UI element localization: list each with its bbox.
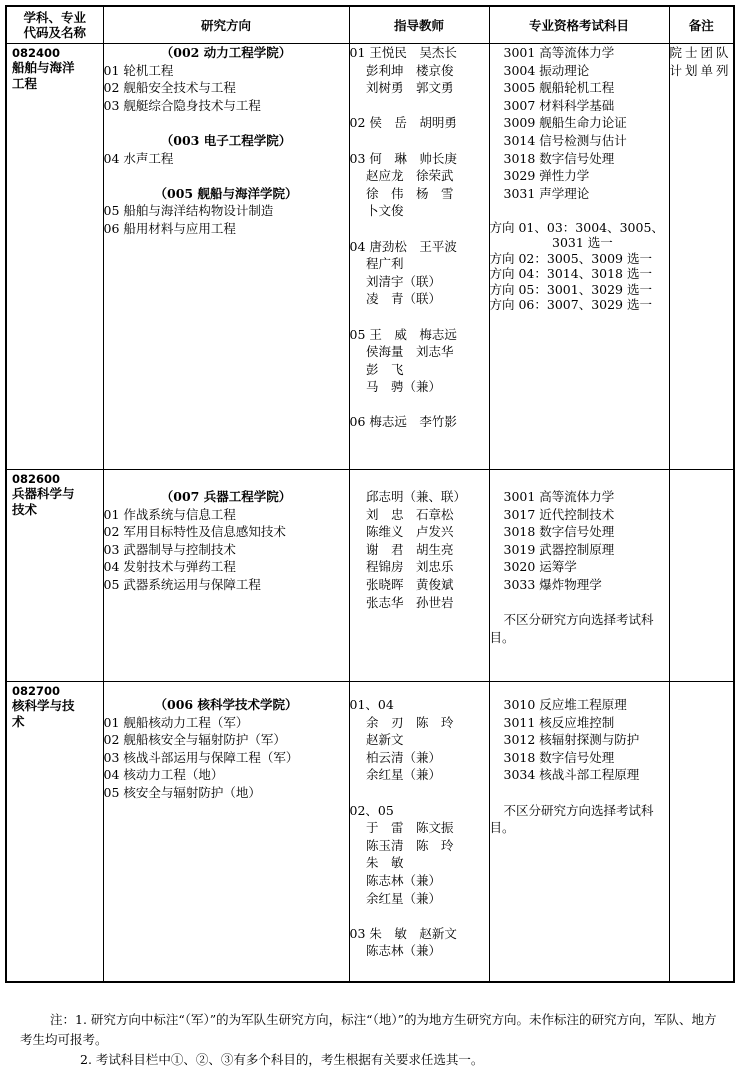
direction-item: 02 军用目标特性及信息感知技术 — [103, 524, 286, 540]
remark-cell — [669, 682, 734, 983]
teacher-line: 凌 青（联） — [349, 291, 441, 307]
subject-list — [490, 44, 669, 202]
teacher-line: 06 梅志远 李竹影 — [349, 414, 457, 430]
teacher-line: 张晓晖 黄俊斌 — [349, 576, 454, 592]
table-row — [6, 470, 734, 682]
spacer — [104, 114, 349, 132]
subject-notes — [490, 220, 669, 313]
spacer — [350, 132, 489, 150]
spacer — [350, 907, 489, 925]
exam-subject: 3031 声学理论 — [503, 185, 590, 201]
exam-subject: 3001 高等流体力学 — [503, 489, 615, 504]
exam-subjects-cell — [489, 470, 669, 682]
spacer — [350, 784, 489, 802]
footnotes — [20, 1010, 720, 1070]
institute-heading: （002 动力工程学院） — [160, 45, 292, 60]
direction-item: 03 武器制导与控制技术 — [103, 541, 236, 557]
teacher-line: 程锦房 刘忠乐 — [349, 559, 454, 575]
table-row — [6, 682, 734, 983]
exam-subject: 3010 反应堆工程原理 — [503, 697, 627, 712]
exam-subject: 3001 高等流体力学 — [503, 45, 615, 60]
remark-cell — [669, 470, 734, 682]
teacher-line: 彭利坤 楼京俊 — [349, 62, 454, 78]
subject-cell — [6, 44, 103, 470]
exam-subject: 3033 爆炸物理学 — [503, 576, 602, 592]
teacher-line: 01、04 — [349, 697, 394, 712]
teacher-line: 余红星（兼） — [349, 890, 441, 906]
direction-cell — [103, 44, 349, 470]
direction-item: 01 舰船核动力工程（军） — [103, 714, 249, 730]
exam-subject: 3017 近代控制技术 — [503, 506, 615, 522]
teacher-line: 刘树勇 郭文勇 — [349, 80, 454, 96]
teacher-line: 余红星（兼） — [349, 767, 441, 783]
exam-subject: 3029 弹性力学 — [503, 168, 590, 184]
exam-subject-rule: 3031 选一 — [489, 235, 613, 251]
institute-heading: （006 核科学技术学院） — [154, 697, 298, 712]
teacher-line: 卜文俊 — [349, 203, 404, 219]
subject-note-paragraph: 不区分研究方向选择考试科目。 — [489, 612, 654, 645]
direction-item: 04 核动力工程（地） — [103, 767, 224, 783]
header-exam-subjects: 专业资格考试科目 — [489, 6, 669, 44]
spacer — [350, 308, 489, 326]
teacher-line: 陈志林（兼） — [349, 943, 441, 959]
direction-item: 04 发射技术与弹药工程 — [103, 559, 236, 575]
institute-heading: （005 舰船与海洋学院） — [154, 185, 298, 201]
teacher-line: 彭 飞 — [349, 361, 404, 377]
exam-subject: 3011 核反应堆控制 — [503, 714, 615, 730]
teacher-line: 陈玉清 陈 玲 — [349, 837, 454, 853]
exam-subject-rule: 方向 06：3007、3029 选一 — [489, 297, 652, 313]
teacher-line: 赵应龙 徐荣武 — [349, 168, 454, 184]
direction-item: 05 船舶与海洋结构物设计制造 — [103, 203, 274, 219]
spacer — [350, 97, 489, 115]
direction-item: 04 水声工程 — [103, 150, 174, 166]
teachers-cell — [349, 44, 489, 470]
teacher-line: 01 王悦民 吴杰长 — [349, 45, 457, 60]
teacher-line: 张志华 孙世岩 — [349, 594, 454, 610]
subject-name-line: 兵器科学与 — [12, 486, 75, 501]
header-remarks: 备注 — [669, 6, 734, 44]
subject-code: 082700 — [12, 684, 61, 698]
direction-cell — [103, 682, 349, 983]
teachers-cell — [349, 682, 489, 983]
exam-subject: 3004 振动理论 — [503, 62, 590, 78]
teacher-line: 邱志明（兼、联） — [349, 489, 466, 504]
remark-cell: 院士团队计划单列 — [669, 44, 734, 470]
direction-item: 05 武器系统运用与保障工程 — [103, 576, 261, 592]
spacer — [350, 220, 489, 238]
direction-item: 02 舰船安全技术与工程 — [103, 80, 236, 96]
header-direction: 研究方向 — [103, 6, 349, 44]
subject-list — [490, 696, 669, 784]
exam-subject: 3018 数字信号处理 — [503, 150, 615, 166]
teacher-line: 侯海量 刘志华 — [349, 344, 454, 360]
subject-code: 082600 — [12, 472, 61, 486]
institute-heading: （007 兵器工程学院） — [160, 489, 292, 504]
exam-subject-rule: 方向 05：3001、3029 选一 — [489, 281, 652, 297]
teacher-line: 刘清宇（联） — [349, 273, 441, 289]
subject-name-line: 核科学与技 — [12, 698, 75, 713]
teacher-line: 徐 伟 杨 雪 — [349, 185, 454, 201]
exam-subject: 3034 核战斗部工程原理 — [503, 767, 640, 783]
exam-subjects-cell — [489, 44, 669, 470]
exam-subject: 3007 材料科学基础 — [503, 97, 615, 113]
exam-subjects-cell — [489, 682, 669, 983]
footnote-2: 2. 考试科目栏中①、②、③有多个科目的，考生根据有关要求任选其一。 — [80, 1052, 484, 1067]
catalog-table — [5, 5, 735, 983]
exam-subject: 3014 信号检测与估计 — [503, 132, 627, 148]
subject-name-line: 术 — [12, 714, 25, 729]
teacher-line: 谢 君 胡生亮 — [349, 541, 454, 557]
exam-subject: 3019 武器控制原理 — [503, 541, 615, 557]
exam-subject: 3018 数字信号处理 — [503, 749, 615, 765]
subject-name-line: 技术 — [12, 502, 38, 517]
teacher-line: 程广利 — [349, 256, 404, 272]
teacher-line: 03 何 琳 帅长庚 — [349, 150, 457, 166]
subject-code: 082400 — [12, 46, 61, 60]
teacher-line: 陈维义 卢发兴 — [349, 524, 454, 540]
teacher-line: 赵新文 — [349, 732, 404, 748]
exam-subject: 3020 运筹学 — [503, 559, 577, 575]
subject-name-line: 工程 — [12, 76, 38, 91]
subject-cell — [6, 682, 103, 983]
header-row — [6, 6, 734, 44]
teachers-cell — [349, 470, 489, 682]
footnote-1: 注：1. 研究方向中标注“（军）”的为军队生研究方向，标注“（地）”的为地方生研究方向。未作标注的研究方向，军队、地方考生均可报考。 — [20, 1012, 717, 1047]
teacher-line: 朱 敏 — [349, 855, 404, 871]
subject-name-line: 船舶与海洋 — [12, 60, 75, 75]
teacher-line: 马 骋（兼） — [349, 379, 441, 395]
exam-subject: 3005 舰船轮机工程 — [503, 80, 615, 96]
direction-item: 03 核战斗部运用与保障工程（军） — [103, 749, 299, 765]
header-subject: 学科、专业 代码及名称 — [6, 6, 103, 44]
exam-subject-rule: 方向 01、03：3004、3005、 — [489, 219, 664, 235]
exam-subject-rule: 方向 04：3014、3018 选一 — [489, 266, 652, 282]
teacher-line: 02 侯 岳 胡明勇 — [349, 115, 457, 131]
direction-cell — [103, 470, 349, 682]
exam-subject: 3009 舰船生命力论证 — [503, 115, 627, 131]
institute-heading: （003 电子工程学院） — [160, 132, 292, 148]
direction-item: 06 船用材料与应用工程 — [103, 220, 236, 236]
direction-item: 01 轮机工程 — [103, 62, 174, 78]
exam-subject-rule: 方向 02：3005、3009 选一 — [489, 250, 652, 266]
direction-item: 02 舰船核安全与辐射防护（军） — [103, 732, 286, 748]
subject-list — [490, 488, 669, 594]
teacher-line: 于 雷 陈文振 — [349, 820, 454, 836]
teacher-line: 余 刃 陈 玲 — [349, 714, 454, 730]
exam-subject: 3018 数字信号处理 — [503, 524, 615, 540]
teacher-line: 陈志林（兼） — [349, 872, 441, 888]
direction-item: 05 核安全与辐射防护（地） — [103, 784, 261, 800]
exam-subject: 3012 核辐射探测与防护 — [503, 732, 640, 748]
teacher-line: 05 王 威 梅志远 — [349, 326, 457, 342]
subject-note-paragraph: 不区分研究方向选择考试科目。 — [489, 802, 654, 836]
direction-item: 03 舰艇综合隐身技术与工程 — [103, 97, 261, 113]
teacher-line: 02、05 — [349, 802, 394, 818]
teacher-line: 03 朱 敏 赵新文 — [349, 925, 457, 941]
header-teachers: 指导教师 — [349, 6, 489, 44]
table-row — [6, 44, 734, 470]
subject-cell — [6, 470, 103, 682]
spacer — [350, 396, 489, 414]
direction-item: 01 作战系统与信息工程 — [103, 506, 236, 522]
teacher-line: 刘 忠 石章松 — [349, 506, 454, 522]
teacher-line: 04 唐劲松 王平波 — [349, 238, 457, 254]
spacer — [104, 167, 349, 185]
teacher-line: 柏云清（兼） — [349, 749, 441, 765]
